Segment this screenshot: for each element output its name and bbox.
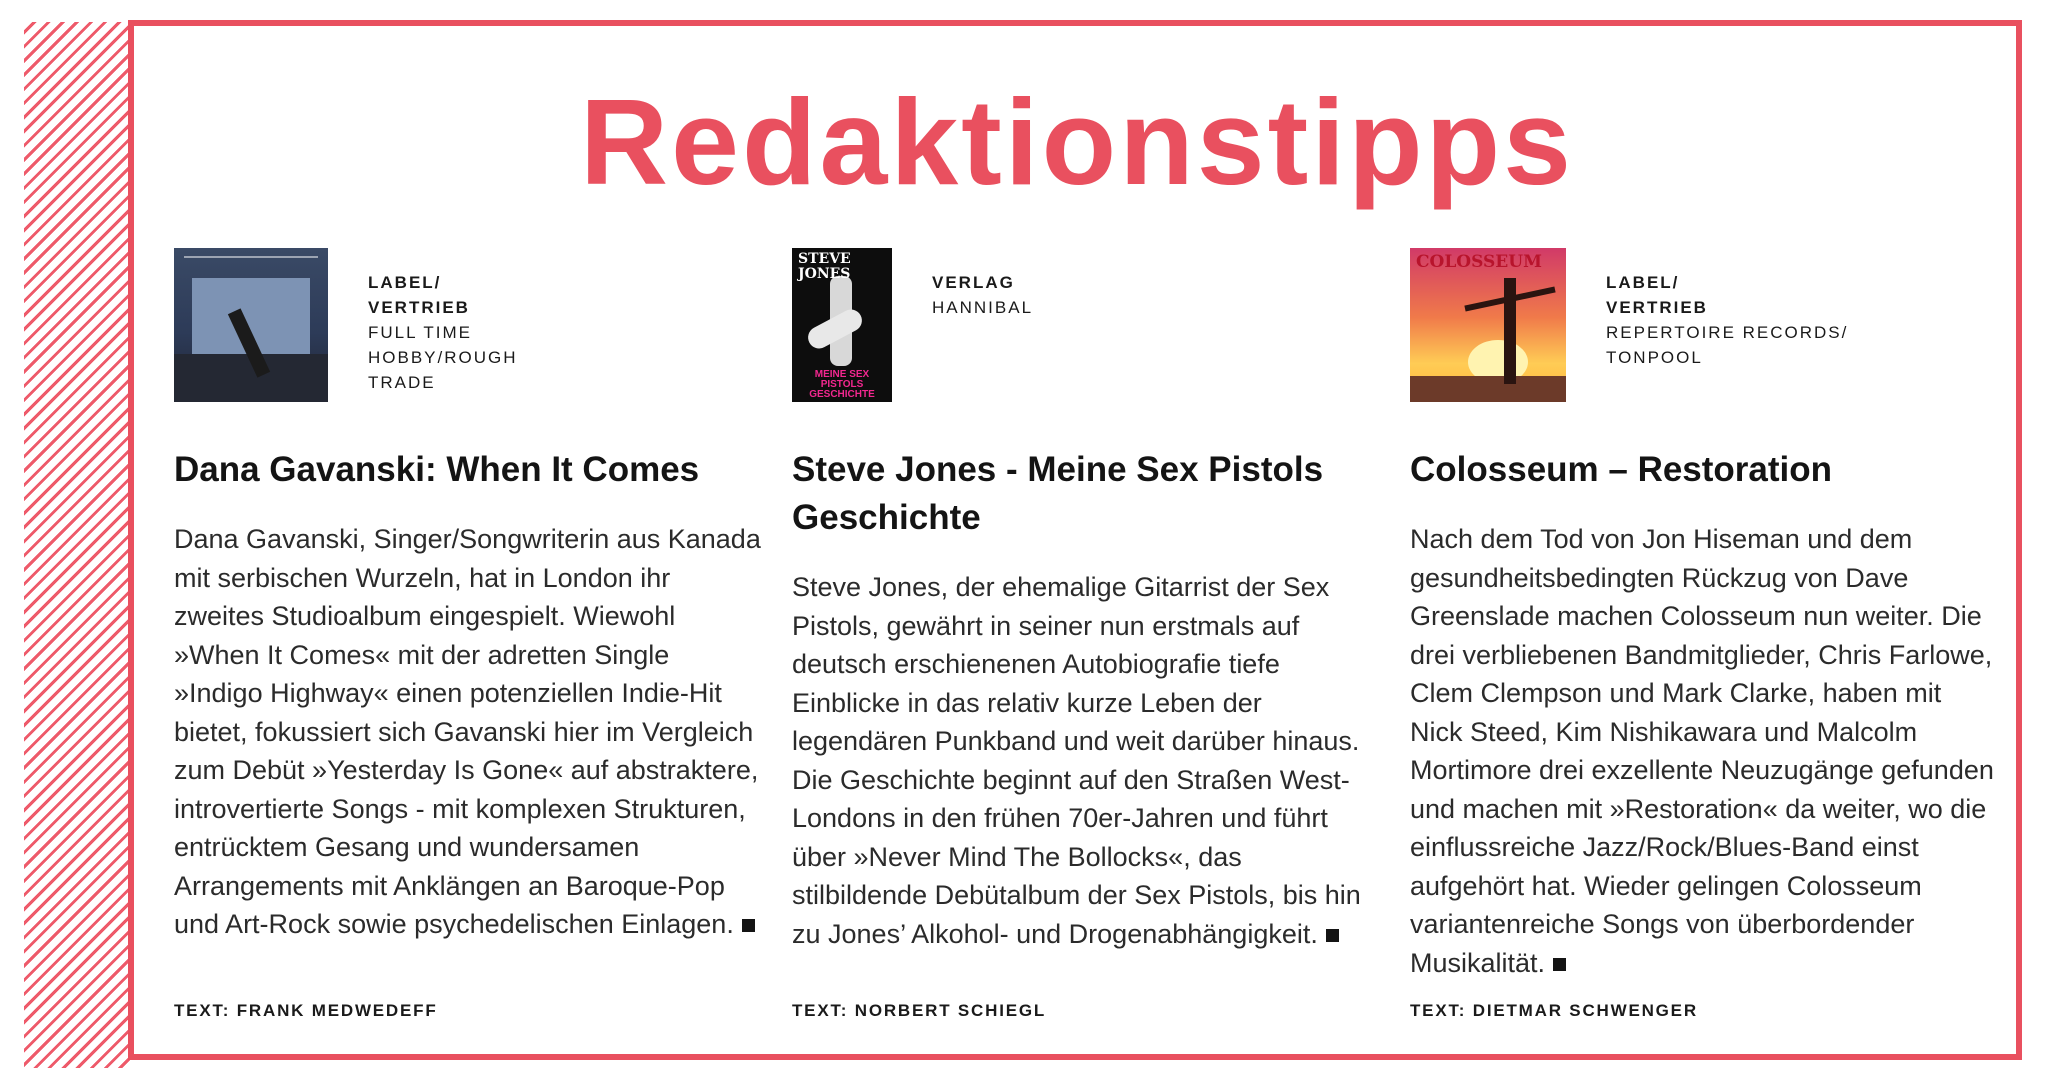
- review-body: Steve Jones, der ehemalige Gitarrist der Sex Pistols, gewährt in seiner nun erstmals auf deutsch erschienenen Autobiografie tiefe Einblicke in das relativ kurze Leben der legendären Punkband und weit darüber hinaus. Die Geschichte beginnt auf den Straßen West-Londons in den frühen 70er-Jahren und führt über »Never Mind The Bollocks«, das stilbildende Debütalbum der Sex Pistols, bis hin zu Jones’ Alkohol- und Drogenabhängigkeit.: [792, 572, 1361, 949]
- review-credit: TEXT: DIETMAR SCHWENGER: [1410, 1001, 1698, 1020]
- end-mark-icon: [742, 919, 755, 932]
- review-title: Steve Jones - Meine Sex Pistols Geschichte: [792, 450, 1324, 537]
- review-title: Dana Gavanski: When It Comes: [174, 450, 700, 489]
- label-value: FULL TIME HOBBY/ROUGH TRADE: [368, 323, 518, 392]
- review-title: Colosseum – Restoration: [1410, 450, 1833, 489]
- publisher-heading: VERLAG: [932, 273, 1015, 292]
- review-text: [174, 520, 764, 944]
- cover-logo: COLOSSEUM: [1416, 252, 1542, 272]
- cover-figure: [1504, 278, 1516, 384]
- publisher-info: [932, 270, 1033, 320]
- review-credit: TEXT: FRANK MEDWEDEFF: [174, 1001, 438, 1020]
- review-colosseum: [1410, 248, 2000, 982]
- publisher-value: HANNIBAL: [932, 298, 1034, 317]
- review-body: Dana Gavanski, Singer/Songwriterin aus Kanada mit serbischen Wurzeln, hat in London ihr zweites Studioalbum eingespielt. Wiewohl »When It Comes« mit der adretten Single »Indigo Highway« einen potenziellen Indie-Hit bietet, fokussiert sich Gavanski hier im Vergleich zum Debüt »Yesterday Is Gone« auf abstraktere, introvertierte Songs - mit komplexen Strukturen, entrücktem Gesang und wundersamen Arrangements mit Anklängen an Baroque-Pop und Art-Rock sowie psychedelischen Einlagen.: [174, 524, 761, 939]
- label-info: [368, 270, 518, 395]
- label-heading: LABEL/ VERTRIEB: [368, 273, 470, 317]
- review-header: [174, 248, 764, 408]
- cover-author: STEVE JONES: [798, 251, 851, 282]
- cover-subtitle: MEINE SEX PISTOLS GESCHICHTE: [809, 369, 875, 400]
- page-title: Redaktionstipps: [579, 74, 1574, 210]
- review-body: Nach dem Tod von Jon Hiseman und dem gesundheitsbedingten Rückzug von Dave Greenslade machen Colosseum nun weiter. Die drei verbliebenen Bandmitglieder, Chris Farlowe, Clem Clempson und Mark Clarke, haben mit Nick Steed, Kim Nishikawara und Malcolm Mortimore drei exzellente Neuzugänge gefunden und machen mit »Restoration« da weiter, wo die einflussreiche Jazz/Rock/Blues-Band einst aufgehört hat. Wieder gelingen Colosseum variantenreiche Songs von überbordender Musikalität.: [1410, 524, 1994, 978]
- book-cover: [792, 248, 892, 402]
- review-credit: TEXT: NORBERT SCHIEGL: [792, 1001, 1047, 1020]
- review-text: [792, 568, 1382, 953]
- end-mark-icon: [1326, 929, 1339, 942]
- review-steve-jones: [792, 248, 1382, 953]
- label-value: REPERTOIRE RECORDS/ TONPOOL: [1606, 323, 1849, 367]
- label-heading: LABEL/ VERTRIEB: [1606, 273, 1708, 317]
- review-text: [1410, 520, 2000, 982]
- cover-horizon: [1410, 376, 1566, 402]
- striped-margin: [24, 22, 132, 1068]
- review-header: [792, 248, 1382, 408]
- review-header: [1410, 248, 2000, 408]
- review-dana-gavanski: [174, 248, 764, 944]
- album-cover: [1410, 248, 1566, 402]
- label-info: [1606, 270, 1848, 370]
- album-cover: [174, 248, 328, 402]
- end-mark-icon: [1553, 958, 1566, 971]
- cover-text-line: [184, 256, 318, 258]
